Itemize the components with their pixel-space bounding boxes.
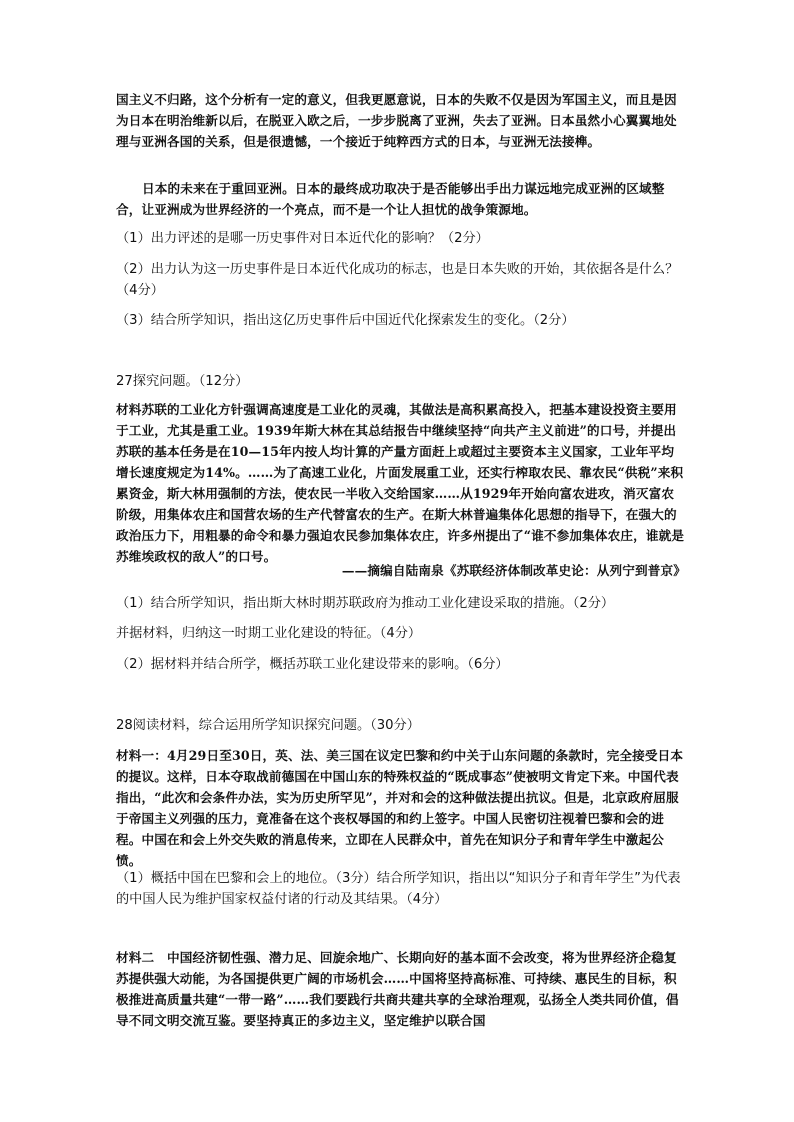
question-28-1: （1）概括中国在巴黎和会上的地位。（3分）结合所学知识，指出以“知识分子和青年学生”为代表的中国人民为维护国家权益付诸的行动及其结果。（4分） bbox=[116, 871, 681, 907]
question-27-2: （2）据材料并结合所学，概括苏联工业化建设带来的影响。（6分） bbox=[116, 657, 509, 672]
question-27-heading: 27探究问题。（12分） bbox=[116, 374, 249, 389]
question-26-1: （1）出力评述的是哪一历史事件对日本近代化的影响？（2分） bbox=[116, 231, 489, 246]
material-paragraph: 日本的未来在于重回亚洲。日本的最终成功取决于是否能够出手出力谋远地完成亚洲的区域整合，让亚洲成为世界经济的一个亮点，而不是一个让人担忧的战争策源地。 bbox=[116, 181, 665, 217]
question-27-material: 材料苏联的工业化方针强调高速度是工业化的灵魂，其做法是高积累高投入，把基本建设投资主要用于工业，尤其是重工业。1939年斯大林在其总结报告中继续坚持“向共产主义前进”的口号，并提出苏联的基本任务是在10—15年内按人均计算的产量方面赶上或超过主要资本主义国家，工业年平均增长速度规定为14%。……为了高速工业化，片面发展重工业，还实行榨取农民、靠农民“供税”来积累资金，斯大林用强制的方法，使农民一半收入交给国家……从1929年开始向富农进攻，消灭富农阶级，用集体农庄和国营农场的生产代替富农的生产。在斯大林普遍集体化思想的指导下，在强大的政治压力下，用粗暴的命令和暴力强迫农民参加集体农庄，许多州提出了“谁不参加集体农庄，谁就是苏维埃政权的敌人”的口号。 bbox=[116, 402, 685, 564]
material-paragraph: 国主义不归路，这个分析有一定的意义，但我更愿意说，日本的失败不仅是因为军国主义，而且是因为日本在明治维新以后，在脱亚入欧之后，一步步脱离了亚洲，失去了亚洲。日本虽然小心翼翼地处理与亚洲各国的关系，但是很遗憾，一个接近于纯粹西方式的日本，与亚洲无法接榫。 bbox=[116, 92, 677, 149]
question-28-material-2: 材料二 中国经济韧性强、潜力足、回旋余地广、长期向好的基本面不会改变，将为世界经济企稳复苏提供强大动能，为各国提供更广阔的市场机会……中国将坚持高标准、可持续、惠民生的目标，积极推进高质量共建“一带一路”……我们要践行共商共建共享的全球治理观，弘扬全人类共同价值，倡导不同文明交流互鉴。要坚持真正的多边主义，坚定维护以联合国 bbox=[116, 950, 679, 1028]
question-28-material-1: 材料一：4月29日至30日，英、法、美三国在议定巴黎和约中关于山东问题的条款时，完全接受日本的提议。这样，日本夺取战前德国在中国山东的特殊权益的“既成事态”使被明文肯定下来。中国代表指出，“此次和会条件办法，实为历史所罕见”，并对和会的这种做法提出抗议。但是，北京政府屈服于帝国主义列强的压力，竟准备在这个丧权辱国的和约上签字。中国人民密切注视着巴黎和会的进程。中国在和会上外交失败的消息传来，立即在人民群众中，首先在知识分子和青年学生中激起公愤。 bbox=[116, 748, 684, 868]
question-28-heading: 28阅读材料，综合运用所学知识探究问题。（30分） bbox=[116, 718, 420, 733]
material-source: ——摘编自陆南泉《苏联经济体制改革史论：从列宁到普京》 bbox=[341, 563, 686, 578]
question-26-2: （2）出力认为这一历史事件是日本近代化成功的标志，也是日本失败的开始，其依据各是什么？（4分） bbox=[116, 262, 679, 298]
question-27-1: （1）结合所学知识，指出斯大林时期苏联政府为推动工业化建设采取的措施。（2分） bbox=[116, 596, 615, 611]
question-26-3: （3）结合所学知识，指出这亿历史事件后中国近代化探索发生的变化。（2分） bbox=[116, 313, 575, 328]
question-27-1-continued: 并据材料，归纳这一时期工业化建设的特征。（4分） bbox=[116, 626, 422, 641]
